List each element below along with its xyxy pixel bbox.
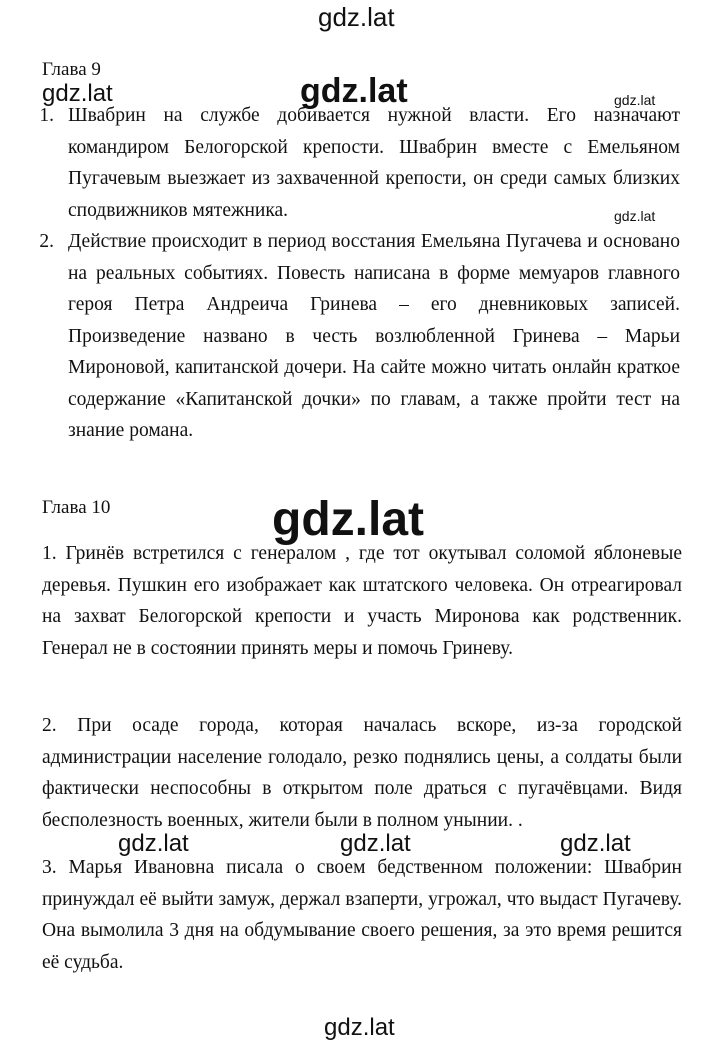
chapter-9-item-1	[39, 100, 680, 226]
list-number: 1.	[39, 105, 54, 126]
watermark-center-big: gdz.lat	[272, 493, 424, 546]
chapter-10-paragraph-1: 1. Гринёв встретился с генералом , где тот окутывал соломой яблоневые деревья. Пушкин его изображает как штатского человека. Он отреагировал на захват Белогорской крепости и участь Миронова как родственник. Генерал не в состоянии принять меры и помочь Гриневу.	[42, 543, 682, 659]
chapter-10-paragraph-3: 3. Марья Ивановна писала о своем бедственном положении: Швабрин принуждал её выйти замуж, держал взаперти, угрожал, что выдаст Пугачеву. Она вымолила 3 дня на обдумывание своего решения, за это время решится её судьба.	[42, 857, 682, 973]
list-item-text: Действие происходит в период восстания Емельяна Пугачева и основано на реальных событиях. Повесть написана в форме мемуаров главного героя Петра Андреича Гринева – его дневниковых записей. Произведение названо в честь возлюбленной Гринева – Марьи Мироновой, капитанской дочери. На сайте можно читать онлайн краткое содержание «Капитанской дочки» по главам, а также пройти тест на знание романа.	[68, 231, 680, 441]
chapter-10-paragraph-2: 2. При осаде города, которая началась вскоре, из-за городской администрации население голодало, резко поднялись цены, а солдаты были фактически неспособны в открытом поле драться с пугачёвцами. Видя бесполезность военных, жители были в полном унынии. .	[42, 715, 682, 831]
watermark-lower-left: gdz.lat	[118, 830, 189, 857]
watermark-lower-right: gdz.lat	[560, 830, 631, 857]
watermark-right-upper-2: gdz.lat	[614, 208, 656, 224]
chapter-9-heading: Глава 9	[42, 59, 101, 80]
watermark-lower-center: gdz.lat	[340, 830, 411, 857]
watermark-left-upper: gdz.lat	[42, 80, 113, 107]
watermark-right-upper-1: gdz.lat	[614, 92, 656, 108]
list-item-text: Швабрин на службе добивается нужной власти. Его назначают командиром Белогорской крепости. Швабрин вместе с Емельяном Пугачевым выезжает из захваченной крепости, он среди самых близких сподвижников мятежника.	[68, 105, 680, 221]
chapter-10-heading: Глава 10	[42, 497, 111, 518]
watermark-center-upper: gdz.lat	[300, 72, 408, 110]
chapter-9-item-2	[39, 226, 680, 447]
watermark-top: gdz.lat	[318, 2, 395, 32]
list-number: 2.	[39, 231, 54, 252]
watermark-bottom: gdz.lat	[324, 1014, 395, 1041]
